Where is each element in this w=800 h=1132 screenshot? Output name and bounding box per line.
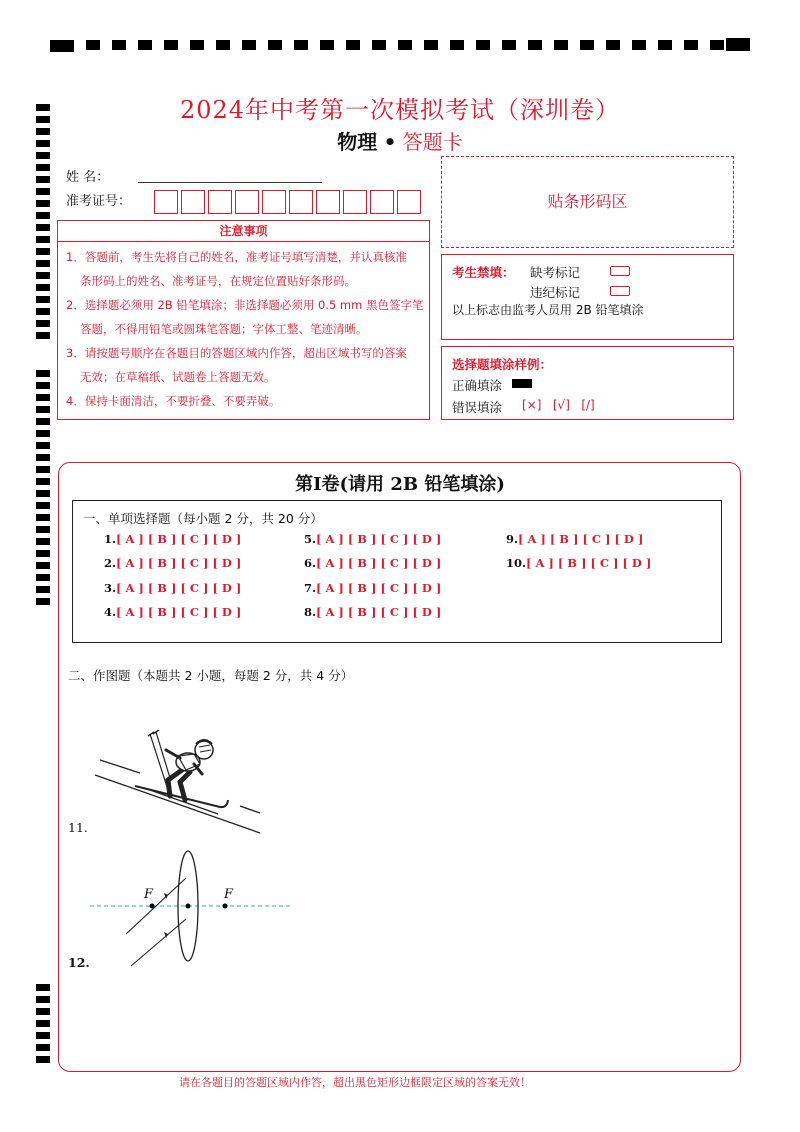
note-line: 4．保持卡面清洁，不要折叠、不要弄破。: [66, 394, 281, 408]
question-6[interactable]: [304, 556, 441, 570]
question-number: 6.: [304, 556, 317, 570]
footer-warning: 请在各题目的答题区域内作答，超出黑色矩形边框限定区域的答案无效！: [179, 1076, 531, 1089]
question-number: 3.: [104, 581, 117, 595]
question-options[interactable]: [ A ] [ B ] [ C ] [ D ]: [526, 556, 652, 570]
forbidden-label: 考生禁填：: [452, 265, 515, 280]
question-2[interactable]: [104, 556, 241, 570]
note-line: 2．选择题必须用 2B 铅笔填涂；非选择题必须用 0.5 mm 黑色签字笔: [66, 298, 424, 312]
absent-checkbox[interactable]: [610, 266, 630, 276]
subject-label: 物理: [337, 130, 378, 154]
barcode-area-label: 贴条形码区: [547, 192, 628, 211]
notes-box: [57, 220, 430, 420]
correct-label: 正确填涂: [452, 378, 503, 393]
violation-label: 违纪标记: [530, 285, 581, 300]
wrong-label: 错误填涂: [452, 400, 503, 415]
question-number: 10.: [506, 556, 527, 570]
sample-box: [441, 346, 734, 420]
notes-title: 注意事项: [58, 221, 429, 242]
sample-title: 选择题填涂样例：: [452, 357, 553, 372]
note-line: 条形码上的姓名、准考证号，在规定位置贴好条形码。: [80, 274, 356, 288]
question-8[interactable]: [304, 605, 441, 619]
choice-box: [72, 500, 722, 643]
note-line: 无效；在草稿纸、试题卷上答题无效。: [80, 370, 276, 384]
page-subtitle: [0, 126, 800, 155]
question-number: 8.: [304, 605, 317, 619]
question-options[interactable]: [ A ] [ B ] [ C ] [ D ]: [316, 532, 442, 546]
name-field[interactable]: [138, 181, 322, 183]
question-options[interactable]: [ A ] [ B ] [ C ] [ D ]: [316, 556, 442, 570]
question-7[interactable]: [304, 581, 441, 595]
question-number: 5.: [304, 532, 317, 546]
filled-mark: [512, 379, 532, 388]
question-3[interactable]: [104, 581, 241, 595]
question-options[interactable]: [ A ] [ B ] [ C ] [ D ]: [316, 605, 442, 619]
section1-title: 一、单项选择题（每小题 2 分，共 20 分）: [83, 511, 323, 526]
question-number: 1.: [104, 532, 117, 546]
skier-figure: [90, 730, 265, 835]
question-options[interactable]: [ A ] [ B ] [ C ] [ D ]: [116, 532, 242, 546]
note-line: 1．答题前，考生先将自己的姓名，准考证号填写清楚，并认真核准: [66, 250, 407, 264]
page-title: 2024年中考第一次模拟考试（深圳卷）: [179, 96, 621, 124]
part1-title: 第Ⅰ卷(请用 2B 铅笔填涂): [295, 474, 505, 495]
name-label: 姓 名：: [66, 170, 110, 185]
focus-left-label: F: [144, 887, 154, 902]
forbidden-note: 以上标志由监考人员用 2B 铅笔填涂: [452, 303, 644, 317]
question-number: 7.: [304, 581, 317, 595]
note-line: 答题，不得用铅笔或圆珠笔答题；字体工整、笔迹清晰。: [80, 322, 368, 336]
note-line: 3．请按题号顺序在各题目的答题区域内作答，超出区域书写的答案: [66, 346, 407, 360]
barcode-area: [441, 156, 734, 248]
q11-label: 11.: [68, 820, 88, 835]
question-10[interactable]: [506, 556, 651, 570]
question-4[interactable]: [104, 605, 241, 619]
question-options[interactable]: [ A ] [ B ] [ C ] [ D ]: [116, 581, 242, 595]
lens-figure: [88, 848, 298, 970]
q12-label: 12.: [68, 955, 90, 970]
question-options[interactable]: [ A ] [ B ] [ C ] [ D ]: [116, 605, 242, 619]
subtitle-dot: •: [383, 130, 397, 154]
question-9[interactable]: [506, 532, 643, 546]
violation-checkbox[interactable]: [610, 286, 630, 296]
absent-label: 缺考标记: [530, 265, 581, 280]
question-5[interactable]: [304, 532, 441, 546]
id-label: 准考证号：: [66, 194, 132, 209]
question-1[interactable]: [104, 532, 241, 546]
focus-right-label: F: [224, 887, 234, 902]
question-number: 9.: [506, 532, 519, 546]
question-options[interactable]: [ A ] [ B ] [ C ] [ D ]: [518, 532, 644, 546]
wrong-marks: [×] [√] [/]: [522, 398, 595, 412]
forbidden-box: [441, 254, 734, 340]
question-options[interactable]: [ A ] [ B ] [ C ] [ D ]: [316, 581, 442, 595]
card-label: 答题卡: [402, 130, 463, 154]
question-number: 4.: [104, 605, 117, 619]
question-options[interactable]: [ A ] [ B ] [ C ] [ D ]: [116, 556, 242, 570]
section2-title: 二、作图题（本题共 2 小题，每题 2 分，共 4 分）: [68, 668, 354, 683]
question-number: 2.: [104, 556, 117, 570]
